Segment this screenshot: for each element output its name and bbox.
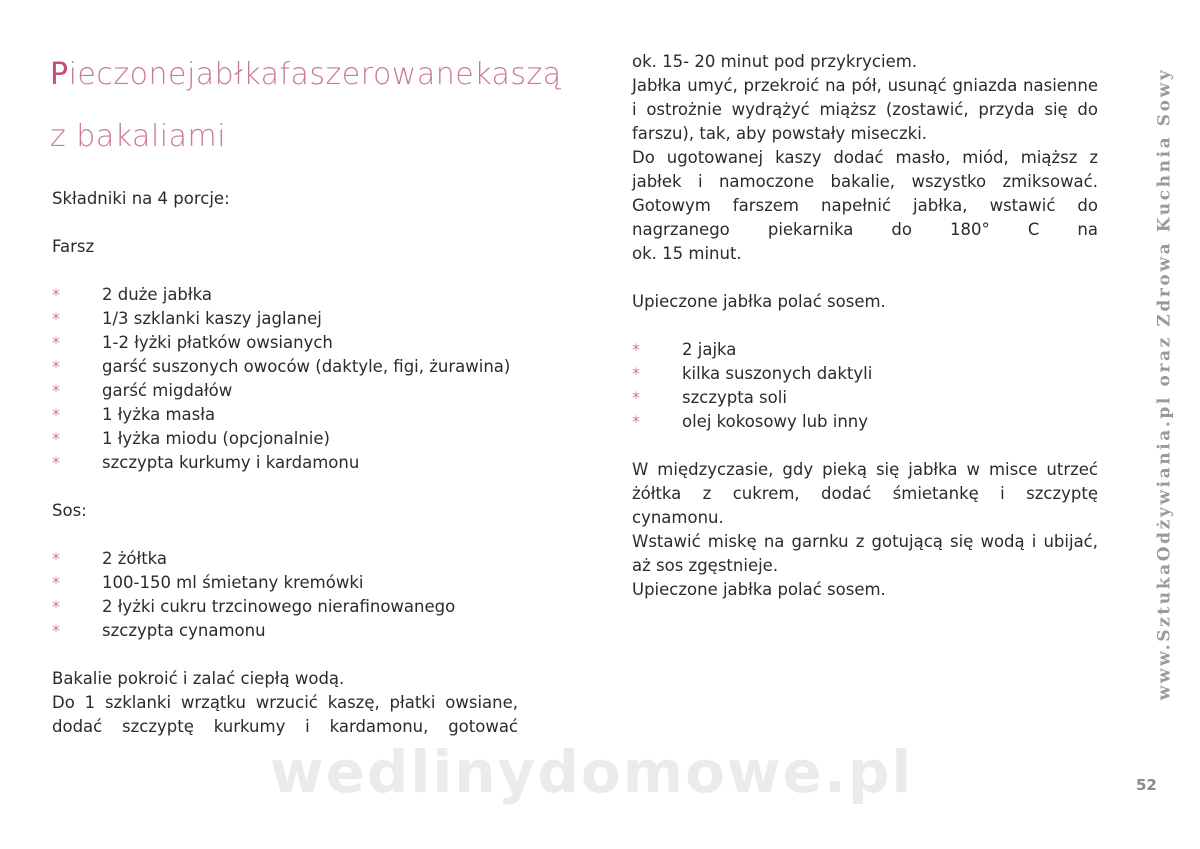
ingredient-text: 1-2 łyżki płatków owsianych xyxy=(102,333,333,352)
watermark: wedlinydomowe.pl xyxy=(270,738,914,806)
title-word-2: jabłka xyxy=(186,57,280,92)
page-number: 52 xyxy=(1136,776,1157,794)
list-item xyxy=(52,451,518,475)
side-website-text xyxy=(1146,44,1182,724)
bullet-star-icon: * xyxy=(52,285,60,304)
list-item xyxy=(632,386,1098,410)
bullet-star-icon: * xyxy=(52,549,60,568)
list-item xyxy=(52,547,518,571)
bullet-star-icon: * xyxy=(52,597,60,616)
list-item xyxy=(52,571,518,595)
list-item xyxy=(52,595,518,619)
list-item xyxy=(52,619,518,643)
bullet-star-icon: * xyxy=(52,357,60,376)
list-item xyxy=(52,355,518,379)
bullet-star-icon: * xyxy=(632,412,640,431)
ingredient-text: kilka suszonych daktyli xyxy=(682,364,873,383)
instruction-paragraph: Do ugotowanej kaszy dodać masło, miód, miąższ z jabłek i namoczone bakalie, wszystko zmiksować. Gotowym farszem napełnić jabłka, wstawić do nagrzanego piekarnika do 180° C na xyxy=(632,148,1098,239)
farsz-heading: Farsz xyxy=(52,237,95,256)
bullet-star-icon: * xyxy=(52,333,60,352)
instruction-paragraph: ok. 15- 20 minut pod przykryciem. xyxy=(632,52,918,71)
title-line-1 xyxy=(50,44,562,106)
list-item xyxy=(52,331,518,355)
bullet-star-icon: * xyxy=(52,573,60,592)
list-item xyxy=(52,403,518,427)
ingredient-text: 1 łyżka masła xyxy=(102,405,216,424)
list-item xyxy=(52,427,518,451)
bullet-star-icon: * xyxy=(632,388,640,407)
instruction-paragraph: Bakalie pokroić i zalać ciepłą wodą. xyxy=(52,669,345,688)
bullet-star-icon: * xyxy=(52,405,60,424)
ingredient-text: 1/3 szklanki kaszy jaglanej xyxy=(102,309,322,328)
ingredient-text: szczypta cynamonu xyxy=(102,621,266,640)
title-initial: P xyxy=(50,57,69,92)
ingredient-text: 2 łyżki cukru trzcinowego nierafinowanego xyxy=(102,597,456,616)
left-column xyxy=(52,187,518,739)
list-item xyxy=(52,379,518,403)
instruction-paragraph: Upieczone jabłka polać sosem. xyxy=(632,580,886,599)
servings-text: Składniki na 4 porcje: xyxy=(52,189,230,208)
list-item xyxy=(632,410,1098,434)
farsz-ingredient-list xyxy=(52,283,518,475)
bullet-star-icon: * xyxy=(52,621,60,640)
title-word-4: kaszą xyxy=(474,57,562,92)
instruction-paragraph: Upieczone jabłka polać sosem. xyxy=(632,292,886,311)
title-word-3: faszerowane xyxy=(279,57,475,92)
instruction-paragraph: ok. 15 minut. xyxy=(632,244,742,263)
bullet-star-icon: * xyxy=(632,340,640,359)
ingredient-text: 2 jajka xyxy=(682,340,737,359)
instruction-paragraph: Wstawić miskę na garnku z gotującą się wodą i ubijać, aż sos zgęstnieje. xyxy=(632,532,1098,575)
ingredient-text: olej kokosowy lub inny xyxy=(682,412,869,431)
ingredient-text: 1 łyżka miodu (opcjonalnie) xyxy=(102,429,330,448)
list-item xyxy=(52,283,518,307)
bullet-star-icon: * xyxy=(52,453,60,472)
ingredient-text: szczypta soli xyxy=(682,388,787,407)
ingredient-text: szczypta kurkumy i kardamonu xyxy=(102,453,360,472)
list-item xyxy=(632,362,1098,386)
bullet-star-icon: * xyxy=(52,381,60,400)
recipe-title xyxy=(50,44,562,168)
ingredient-text: garść migdałów xyxy=(102,381,233,400)
sos-heading: Sos: xyxy=(52,501,87,520)
bullet-star-icon: * xyxy=(52,309,60,328)
bullet-star-icon: * xyxy=(52,429,60,448)
right-column xyxy=(632,50,1098,602)
instruction-paragraph: W międzyczasie, gdy pieką się jabłka w misce utrzeć żółtka z cukrem, dodać śmietankę i szczyptę cynamonu. xyxy=(632,460,1098,527)
extra-ingredient-list xyxy=(632,338,1098,434)
ingredient-text: 100-150 ml śmietany kremówki xyxy=(102,573,364,592)
sos-ingredient-list xyxy=(52,547,518,643)
instruction-paragraph: Do 1 szklanki wrzątku wrzucić kaszę, płatki owsiane, dodać szczyptę kurkumy i kardamonu, gotować xyxy=(52,693,518,736)
ingredient-text: 2 żółtka xyxy=(102,549,168,568)
ingredient-text: 2 duże jabłka xyxy=(102,285,212,304)
title-word-1 xyxy=(50,44,187,106)
title-word-1-rest: ieczone xyxy=(68,57,187,92)
side-website-label: www.SztukaOdżywiania.pl oraz Zdrowa Kuchnia Sowy xyxy=(1154,67,1174,701)
list-item xyxy=(52,307,518,331)
bullet-star-icon: * xyxy=(632,364,640,383)
instruction-paragraph: Jabłka umyć, przekroić na pół, usunąć gniazda nasienne i ostrożnie wydrążyć miąższ (zostawić, przyda się do farszu), tak, aby powstały miseczki. xyxy=(632,76,1098,143)
title-line-2: z bakaliami xyxy=(50,119,227,154)
list-item xyxy=(632,338,1098,362)
ingredient-text: garść suszonych owoców (daktyle, figi, żurawina) xyxy=(102,357,511,376)
